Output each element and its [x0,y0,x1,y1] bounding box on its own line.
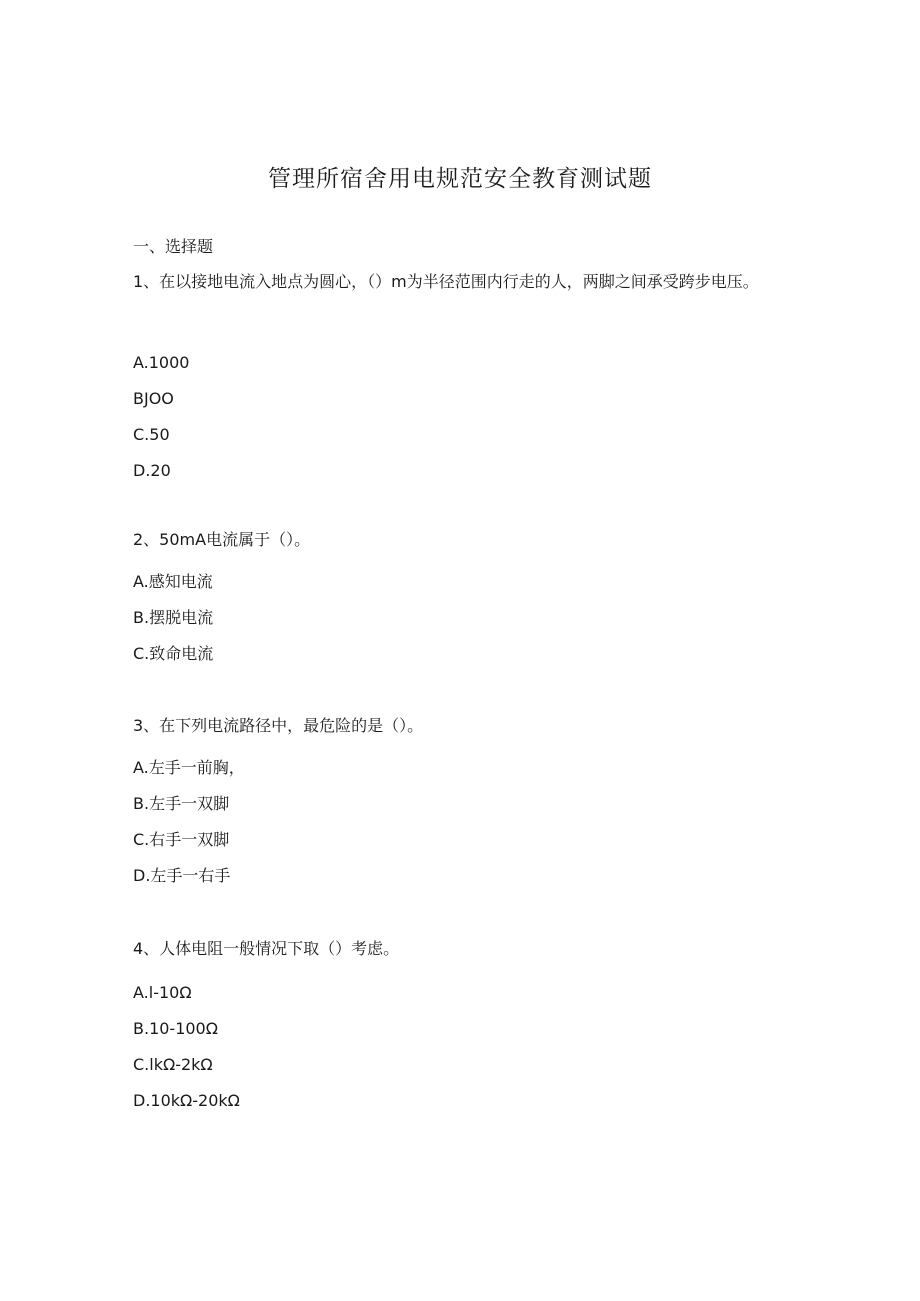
option-1d: D.20 [133,461,171,480]
option-2a: A.感知电流 [133,572,213,591]
option-3b: B.左手一双脚 [133,794,230,813]
question-4 [133,937,399,961]
option-1b: BJOO [133,389,174,408]
option-1c: C.50 [133,425,170,444]
option-3d: D.左手一右手 [133,866,231,885]
question-1 [133,264,773,300]
question-text: 4、人体电阻一般情况下取（）考虑。 [133,939,400,958]
option-3a: A.左手一前胸， [133,758,245,777]
option-4a: A.l-10Ω [133,983,192,1002]
option-4c: C.lkΩ-2kΩ [133,1055,213,1074]
option-2b: B.摆脱电流 [133,608,214,627]
option-1a: A.1000 [133,353,190,372]
question-text: 3、在下列电流路径中，最危险的是（）。 [133,716,424,735]
option-4b: B.10-100Ω [133,1019,218,1038]
document-title: 管理所宿舍用电规范安全教育测试题 [268,166,652,192]
option-2c: C.致命电流 [133,644,214,663]
question-text: 1、在以接地电流入地点为圆心，（）m为半径范围内行走的人，两脚之间承受跨步电压。 [133,272,759,291]
option-3c: C.右手一双脚 [133,830,230,849]
section-heading: 一、选择题 [133,237,214,256]
option-4d: D.10kΩ-20kΩ [133,1091,240,1110]
question-text: 2、50mA电流属于（）。 [133,530,311,549]
question-2 [133,528,310,552]
question-3 [133,714,423,738]
